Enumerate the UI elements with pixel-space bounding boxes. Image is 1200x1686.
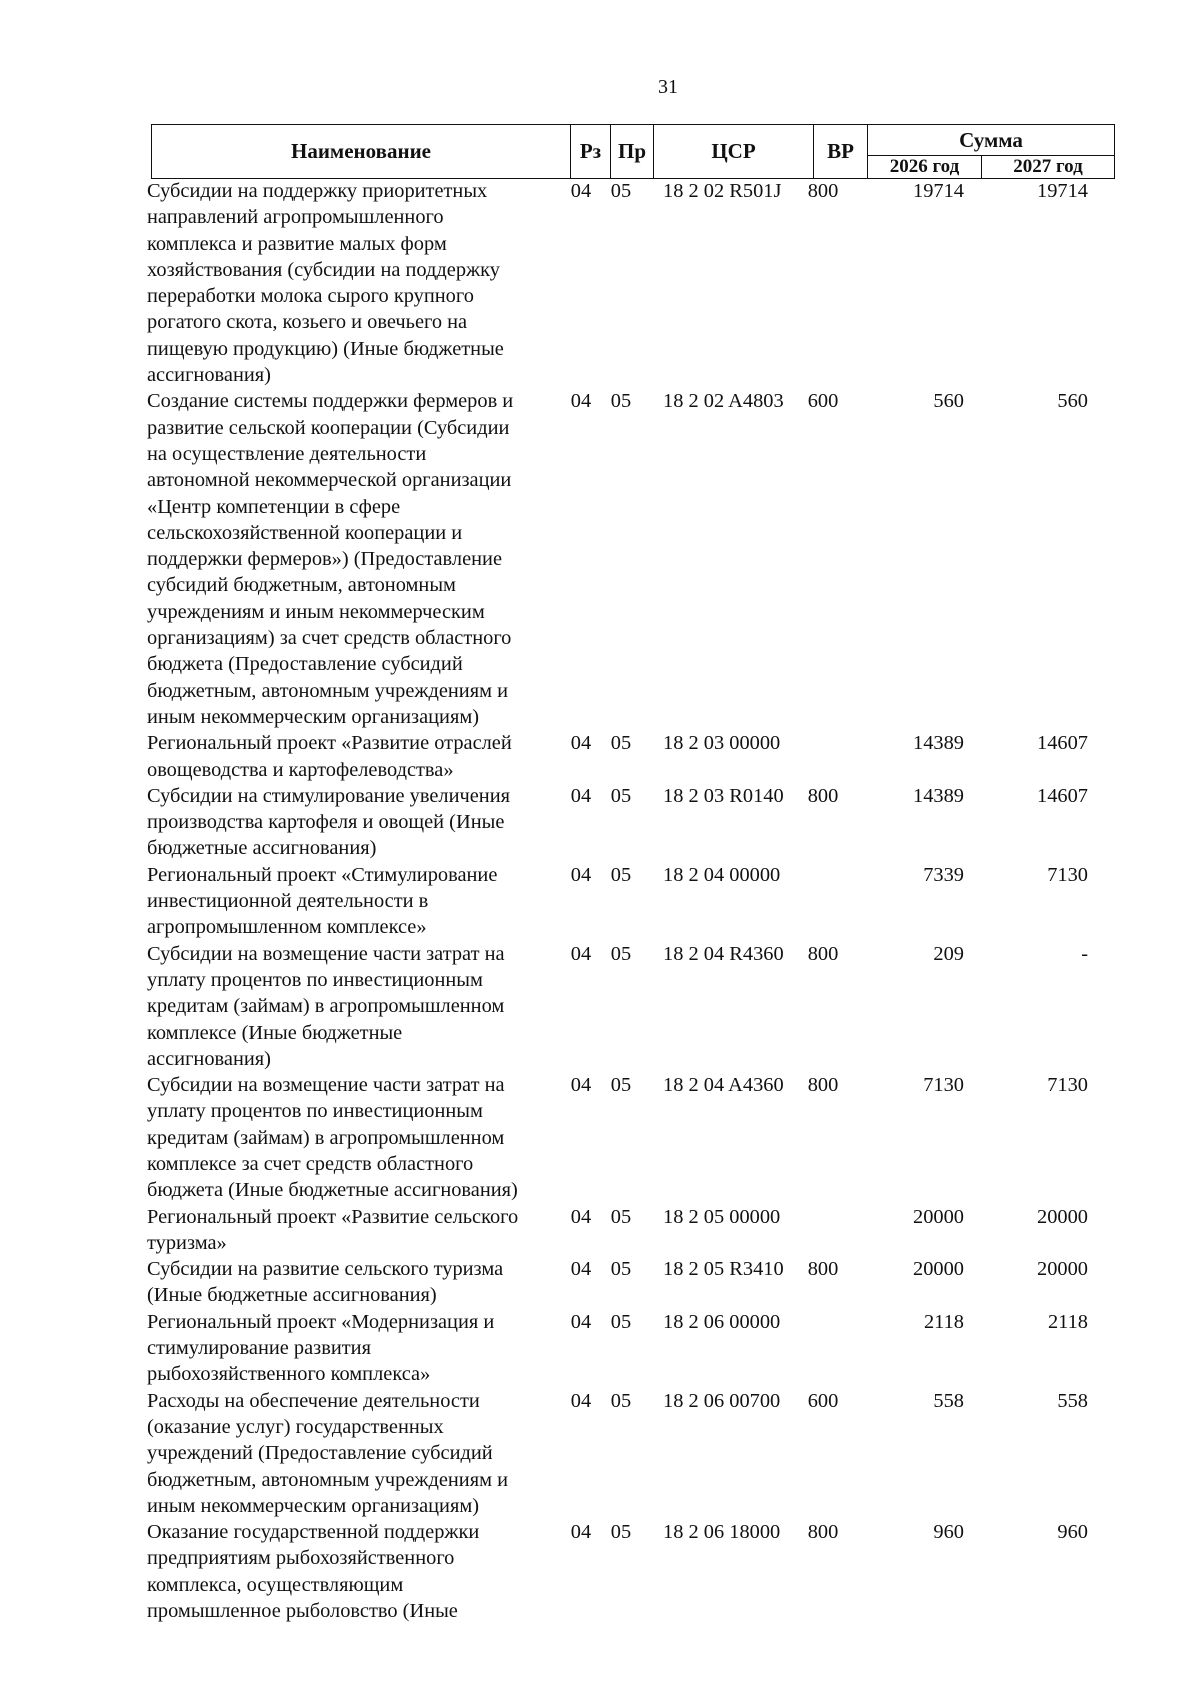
row-name-line: производства картофеля и овощей (Иные xyxy=(147,811,505,834)
row-sum-2026: 560 xyxy=(933,390,964,413)
row-vr: 800 xyxy=(807,784,839,807)
row-name-line: на осуществление деятельности xyxy=(147,442,427,465)
row-name-line: Субсидии на развитие сельского туризма xyxy=(147,1258,504,1281)
row-name-line: бюджета (Иные бюджетные ассигнования) xyxy=(147,1179,518,1202)
row-name xyxy=(147,1072,553,1203)
row-pr: 05 xyxy=(610,1205,632,1228)
row-name xyxy=(147,1309,553,1388)
row-name-line: бюджетные ассигнования) xyxy=(147,837,377,860)
row-name-line: Региональный проект «Модернизация и xyxy=(147,1310,495,1333)
header-vr: ВР xyxy=(814,125,868,179)
row-name-line: комплекса и развитие малых форм xyxy=(147,232,447,255)
row-name-line: ассигнования) xyxy=(147,364,271,387)
row-name-line: стимулирование развития xyxy=(147,1337,371,1360)
row-name-line: Создание системы поддержки фермеров и xyxy=(147,390,514,413)
row-name-line: бюджетным, автономным учреждениям и xyxy=(147,1468,509,1491)
table-row xyxy=(147,1519,1117,1624)
row-vr: 600 xyxy=(807,390,839,413)
row-sum-2027: 20000 xyxy=(1037,1205,1088,1228)
row-rz: 04 xyxy=(570,1521,592,1544)
row-name-line: бюджетным, автономным учреждениям и xyxy=(147,679,509,702)
row-name-line: промышленное рыболовство (Иные xyxy=(147,1600,458,1623)
row-name-line: автономной некоммерческой организации xyxy=(147,469,512,492)
row-name xyxy=(147,941,553,1072)
row-rz: 04 xyxy=(570,1258,592,1281)
row-sum-2027: - xyxy=(1081,942,1088,965)
row-name-line: туризма» xyxy=(147,1231,227,1254)
table-row xyxy=(147,178,1117,388)
row-name xyxy=(147,783,553,862)
table-row xyxy=(147,783,1117,862)
row-csr: 18 2 06 00000 xyxy=(663,1310,781,1333)
row-pr: 05 xyxy=(610,1310,632,1333)
row-csr: 18 2 05 R3410 xyxy=(663,1258,784,1281)
row-name-line: Субсидии на стимулирование увеличения xyxy=(147,784,510,807)
row-name-line: рыбохозяйственного комплекса» xyxy=(147,1363,431,1386)
row-pr: 05 xyxy=(610,1074,632,1097)
row-csr: 18 2 04 R4360 xyxy=(663,942,784,965)
row-rz: 04 xyxy=(570,1389,592,1412)
row-pr: 05 xyxy=(610,180,632,202)
row-name-line: кредитам (займам) в агропромышленном xyxy=(147,1126,505,1149)
header-name: Наименование xyxy=(152,125,571,179)
row-name-line: Субсидии на поддержку приоритетных xyxy=(147,180,488,202)
row-name xyxy=(147,1519,553,1624)
row-name xyxy=(147,388,553,730)
row-csr: 18 2 03 00000 xyxy=(663,732,781,755)
header-year-2026: 2026 год xyxy=(868,156,982,179)
row-name-line: «Центр компетенции в сфере xyxy=(147,495,401,518)
row-name-line: рогатого скота, козьего и овечьего на xyxy=(147,311,468,334)
row-sum-2027: 14607 xyxy=(1037,732,1088,755)
table-row xyxy=(147,1309,1117,1388)
row-csr: 18 2 02 R501J xyxy=(663,180,782,202)
row-name-line: Субсидии на возмещение части затрат на xyxy=(147,942,505,965)
row-sum-2026: 7339 xyxy=(923,863,964,886)
table-row xyxy=(147,1072,1117,1203)
row-rz: 04 xyxy=(570,180,592,202)
row-vr: 800 xyxy=(807,1521,839,1544)
row-pr: 05 xyxy=(610,1521,632,1544)
row-name-line: направлений агропромышленного xyxy=(147,206,444,229)
row-name-line: уплату процентов по инвестиционным xyxy=(147,968,483,991)
table-row xyxy=(147,862,1117,941)
row-csr: 18 2 04 00000 xyxy=(663,863,781,886)
row-name-line: учреждениям и иным некоммерческим xyxy=(147,600,485,623)
row-name-line: ассигнования) xyxy=(147,1047,271,1070)
row-sum-2026: 7130 xyxy=(923,1074,964,1097)
row-csr: 18 2 03 R0140 xyxy=(663,784,784,807)
row-name-line: Региональный проект «Развитие отраслей xyxy=(147,732,512,755)
row-csr: 18 2 06 18000 xyxy=(663,1521,781,1544)
row-rz: 04 xyxy=(570,863,592,886)
row-sum-2026: 14389 xyxy=(913,732,964,755)
row-name-line: учреждений (Предоставление субсидий xyxy=(147,1442,493,1465)
row-csr: 18 2 06 00700 xyxy=(663,1389,781,1412)
row-name-line: комплексе за счет средств областного xyxy=(147,1152,474,1175)
header-csr: ЦСР xyxy=(654,125,814,179)
table-row xyxy=(147,1256,1117,1309)
row-name-line: поддержки фермеров») (Предоставление xyxy=(147,548,503,571)
row-sum-2027: 560 xyxy=(1057,390,1088,413)
row-name-line: агропромышленном комплексе» xyxy=(147,916,427,939)
row-vr: 800 xyxy=(807,1074,839,1097)
table-header xyxy=(151,124,1115,179)
row-name-line: предприятиям рыбохозяйственного xyxy=(147,1547,455,1570)
row-name-line: инвестиционной деятельности в xyxy=(147,890,429,913)
header-sum: Сумма xyxy=(868,125,1115,156)
row-name-line: комплекса, осуществляющим xyxy=(147,1573,404,1596)
row-sum-2026: 960 xyxy=(933,1521,964,1544)
row-name-line: комплексе (Иные бюджетные xyxy=(147,1021,403,1044)
row-sum-2026: 209 xyxy=(933,942,964,965)
row-name-line: переработки молока сырого крупного xyxy=(147,285,474,308)
row-name-line: Региональный проект «Развитие сельского xyxy=(147,1205,519,1228)
row-csr: 18 2 04 A4360 xyxy=(663,1074,784,1097)
row-pr: 05 xyxy=(610,784,632,807)
row-rz: 04 xyxy=(570,1074,592,1097)
row-name-line: организациям) за счет средств областного xyxy=(147,627,512,650)
row-sum-2027: 20000 xyxy=(1037,1258,1088,1281)
row-pr: 05 xyxy=(610,1389,632,1412)
row-name-line: кредитам (займам) в агропромышленном xyxy=(147,995,505,1018)
row-name xyxy=(147,1388,553,1519)
row-name-line: (Иные бюджетные ассигнования) xyxy=(147,1284,437,1307)
row-pr: 05 xyxy=(610,942,632,965)
row-vr: 800 xyxy=(807,1258,839,1281)
page-number: 31 xyxy=(658,76,678,98)
row-rz: 04 xyxy=(570,1205,592,1228)
row-name xyxy=(147,178,553,388)
row-name-line: овощеводства и картофелеводства» xyxy=(147,758,454,781)
row-sum-2026: 14389 xyxy=(913,784,964,807)
row-name-line: (оказание услуг) государственных xyxy=(147,1415,444,1438)
row-sum-2027: 14607 xyxy=(1037,784,1088,807)
row-sum-2027: 960 xyxy=(1057,1521,1088,1544)
header-rz: Рз xyxy=(571,125,611,179)
row-name-line: Оказание государственной поддержки xyxy=(147,1521,480,1544)
row-name xyxy=(147,1256,553,1309)
row-name-line: уплату процентов по инвестиционным xyxy=(147,1100,483,1123)
row-rz: 04 xyxy=(570,390,592,413)
row-sum-2026: 20000 xyxy=(913,1205,964,1228)
row-name-line: Расходы на обеспечение деятельности xyxy=(147,1389,480,1412)
row-rz: 04 xyxy=(570,784,592,807)
table-body xyxy=(147,178,1117,1624)
row-name-line: иным некоммерческим организациям) xyxy=(147,1494,480,1517)
row-sum-2027: 558 xyxy=(1057,1389,1088,1412)
row-sum-2027: 7130 xyxy=(1047,1074,1088,1097)
row-name-line: пищевую продукцию) (Иные бюджетные xyxy=(147,337,504,360)
row-name-line: Региональный проект «Стимулирование xyxy=(147,863,498,886)
header-year-2027: 2027 год xyxy=(982,156,1115,179)
row-vr: 600 xyxy=(807,1389,839,1412)
row-sum-2027: 2118 xyxy=(1047,1310,1088,1333)
row-rz: 04 xyxy=(570,1310,592,1333)
table-row xyxy=(147,730,1117,783)
row-name-line: бюджета (Предоставление субсидий xyxy=(147,653,463,676)
row-name-line: Субсидии на возмещение части затрат на xyxy=(147,1074,505,1097)
row-csr: 18 2 02 A4803 xyxy=(663,390,784,413)
row-name-line: развитие сельской кооперации (Субсидии xyxy=(147,416,510,439)
row-name xyxy=(147,862,553,941)
row-name-line: сельскохозяйственной кооперации и xyxy=(147,521,463,544)
table-row xyxy=(147,1388,1117,1519)
row-pr: 05 xyxy=(610,390,632,413)
row-pr: 05 xyxy=(610,1258,632,1281)
row-pr: 05 xyxy=(610,732,632,755)
table-row xyxy=(147,1204,1117,1257)
row-rz: 04 xyxy=(570,732,592,755)
row-sum-2026: 2118 xyxy=(923,1310,964,1333)
header-pr: Пр xyxy=(611,125,654,179)
row-name xyxy=(147,730,553,783)
row-name xyxy=(147,1204,553,1257)
row-sum-2027: 7130 xyxy=(1047,863,1088,886)
row-vr: 800 xyxy=(807,942,839,965)
row-name-line: хозяйствования (субсидии на поддержку xyxy=(147,258,500,281)
row-sum-2026: 20000 xyxy=(913,1258,964,1281)
row-rz: 04 xyxy=(570,942,592,965)
row-sum-2026: 19714 xyxy=(913,180,964,202)
row-sum-2027: 19714 xyxy=(1037,180,1088,202)
row-csr: 18 2 05 00000 xyxy=(663,1205,781,1228)
row-name-line: субсидий бюджетным, автономным xyxy=(147,574,456,597)
table-row xyxy=(147,941,1117,1072)
table-row xyxy=(147,388,1117,730)
row-sum-2026: 558 xyxy=(933,1389,964,1412)
row-name-line: иным некоммерческим организациям) xyxy=(147,705,480,728)
row-pr: 05 xyxy=(610,863,632,886)
row-vr: 800 xyxy=(807,180,839,202)
